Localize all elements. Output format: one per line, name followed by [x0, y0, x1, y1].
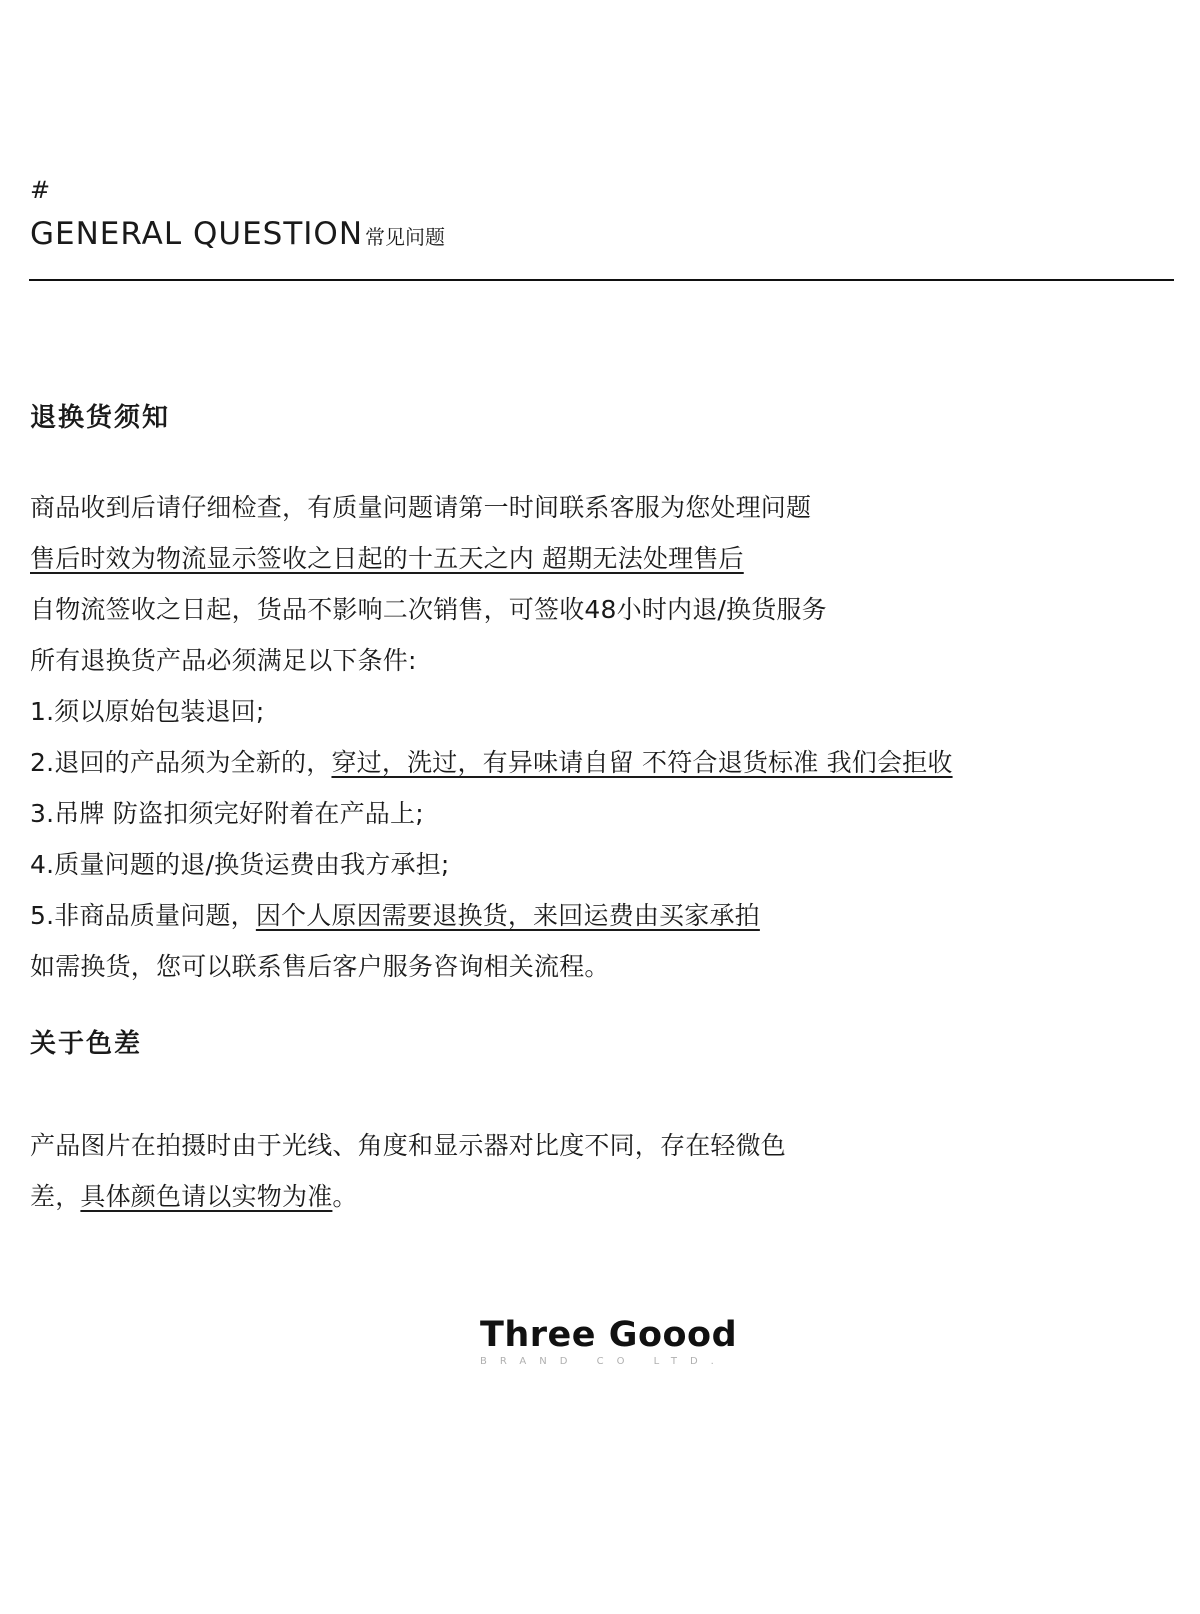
line-emphasis: 具体颜色请以实物为准 [80, 1182, 333, 1211]
list-item [30, 890, 953, 941]
list-item [30, 635, 953, 686]
list-item [30, 737, 953, 788]
list-item [30, 788, 953, 839]
line-text: 1.须以原始包装退回; [30, 697, 265, 726]
line-text: 5.非商品质量问题， [30, 901, 256, 930]
line-text: 如需换货，您可以联系售后客户服务咨询相关流程。 [30, 952, 610, 981]
line-text: 所有退换货产品必须满足以下条件: [30, 646, 417, 675]
brand-name: Three Goood [480, 1315, 738, 1355]
color-list [30, 1120, 786, 1222]
list-item [30, 482, 953, 533]
list-item [30, 584, 953, 635]
line-tail: 。 [332, 1182, 358, 1211]
list-item [30, 1120, 786, 1171]
list-item [30, 686, 953, 737]
page-title-chinese: 常见问题 [365, 225, 446, 249]
page-title [30, 212, 445, 252]
line-text: 差， [30, 1182, 81, 1211]
list-item [30, 941, 953, 992]
brand-logo [480, 1315, 738, 1367]
line-text: 2.退回的产品须为全新的， [30, 748, 332, 777]
line-emphasis: 售后时效为物流显示签收之日起的十五天之内 超期无法处理售后 [30, 544, 744, 573]
line-text: 3.吊牌 防盗扣须完好附着在产品上; [30, 799, 424, 828]
line-text: 产品图片在拍摄时由于光线、角度和显示器对比度不同，存在轻微色 [30, 1131, 787, 1160]
color-heading: 关于色差 [30, 1029, 143, 1059]
list-item [30, 1171, 786, 1222]
returns-heading: 退换货须知 [30, 403, 171, 433]
brand-subtitle: BRAND CO LTD. [480, 1356, 727, 1367]
line-emphasis: 穿过，洗过，有异味请自留 不符合退货标准 我们会拒收 [331, 748, 953, 777]
page-title-english: GENERAL QUESTION [30, 216, 364, 252]
header-divider [29, 279, 1174, 281]
line-text: 4.质量问题的退/换货运费由我方承担; [30, 850, 450, 879]
line-text: 商品收到后请仔细检查，有质量问题请第一时间联系客服为您处理问题 [30, 493, 812, 522]
line-emphasis: 因个人原因需要退换货，来回运费由买家承拍 [255, 901, 760, 930]
line-text: 自物流签收之日起，货品不影响二次销售，可签收48小时内退/换货服务 [30, 595, 827, 624]
returns-list [30, 482, 953, 992]
list-item [30, 839, 953, 890]
list-item [30, 533, 953, 584]
hash-mark: # [30, 176, 51, 204]
